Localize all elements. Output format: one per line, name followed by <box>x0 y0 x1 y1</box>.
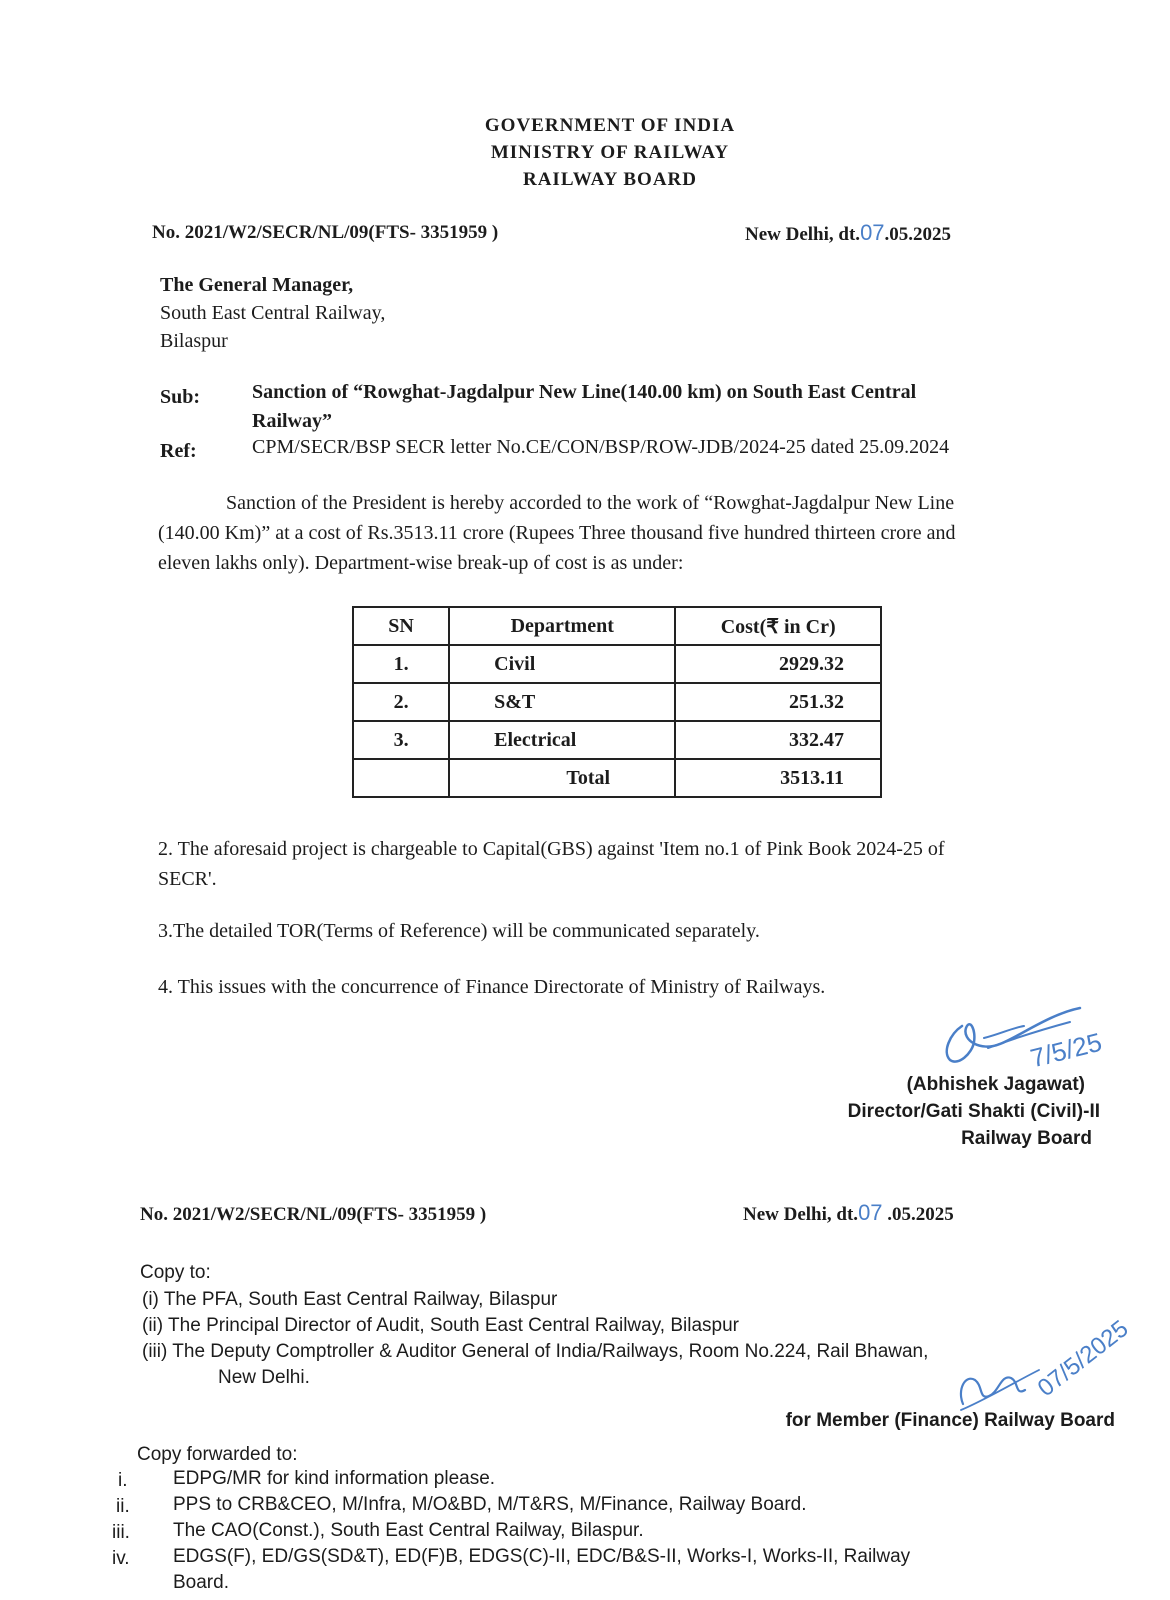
date-handwritten-day: 07 <box>860 220 885 245</box>
header-line-3: RAILWAY BOARD <box>522 169 698 190</box>
table-row <box>353 721 881 759</box>
copy-date-prefix: New Delhi, dt. <box>743 1204 859 1225</box>
copy-item-text: The Principal Director of Audit, South East Central Railway, Bilaspur <box>168 1315 740 1336</box>
row-cost: 251.32 <box>675 683 881 721</box>
col-header-cost: Cost(₹ in Cr) <box>675 607 881 645</box>
cost-breakup-table <box>352 606 882 798</box>
row-department: Electrical <box>449 721 675 759</box>
signatory-name: (Abhishek Jagawat) <box>906 1074 1085 1095</box>
date-suffix: .05.2025 <box>884 224 952 245</box>
copy-date-suffix: .05.2025 <box>882 1204 954 1225</box>
copy-item-num: (i) <box>142 1289 159 1310</box>
for-member-finance: for Member (Finance) Railway Board <box>785 1410 1115 1431</box>
row-sn: 3. <box>353 721 449 759</box>
copy-letter-date <box>743 1200 954 1226</box>
copy-item-3-cont: New Delhi. <box>218 1367 310 1388</box>
forwarded-item-num: i. <box>118 1470 128 1491</box>
point-3: 3.The detailed TOR(Terms of Reference) will be communicated separately. <box>158 920 760 942</box>
forwarded-item-text: EDPG/MR for kind information please. <box>173 1468 496 1489</box>
signatory-handwritten-date: 7/5/25 <box>1027 1026 1105 1074</box>
addressee-title: The General Manager, <box>160 274 354 296</box>
initials-handwritten-date: 07/5/2025 <box>1032 1315 1134 1403</box>
signatory-office: Railway Board <box>961 1128 1092 1149</box>
reference-label: Ref: <box>160 440 197 462</box>
date-prefix: New Delhi, dt. <box>745 224 861 245</box>
body-para-line-3: eleven lakhs only). Department-wise break-up of cost is as under: <box>158 552 684 574</box>
header-line-2: MINISTRY OF RAILWAY <box>490 142 730 163</box>
copy-item-text: The Deputy Comptroller & Auditor General of India/Railways, Room No.224, Rail Bhawan, <box>172 1341 929 1362</box>
forwarded-item-num: iii. <box>112 1522 130 1543</box>
row-cost: 332.47 <box>675 721 881 759</box>
copy-date-handwritten-day: 07 <box>858 1200 883 1225</box>
copy-item-text: The PFA, South East Central Railway, Bilaspur <box>163 1289 558 1310</box>
copy-item-num: (ii) <box>142 1315 164 1336</box>
total-label: Total <box>449 759 675 797</box>
table-total-row <box>353 759 881 797</box>
body-para-line-2: (140.00 Km)” at a cost of Rs.3513.11 crore (Rupees Three thousand five hundred thirteen crore and <box>158 522 956 544</box>
copy-to-label: Copy to: <box>140 1262 211 1283</box>
row-cost: 2929.32 <box>675 645 881 683</box>
copy-item-3 <box>142 1341 928 1363</box>
row-department: S&T <box>449 683 675 721</box>
row-sn: 2. <box>353 683 449 721</box>
copy-item-num: (iii) <box>142 1341 168 1362</box>
header-line-1: GOVERNMENT OF INDIA <box>484 115 736 136</box>
point-4: 4. This issues with the concurrence of Finance Directorate of Ministry of Railways. <box>158 976 826 998</box>
table-header-row <box>353 607 881 645</box>
subject-label: Sub: <box>160 386 201 408</box>
col-header-sn: SN <box>353 607 449 645</box>
forwarded-item-text: PPS to CRB&CEO, M/Infra, M/O&BD, M/T&RS, M/Finance, Railway Board. <box>173 1494 807 1515</box>
signatory-designation: Director/Gati Shakti (Civil)-II <box>847 1101 1100 1122</box>
table-row <box>353 645 881 683</box>
forwarded-item-num: iv. <box>112 1548 130 1569</box>
copy-forwarded-label: Copy forwarded to: <box>137 1444 298 1465</box>
letter-date <box>745 220 951 246</box>
col-header-department: Department <box>449 607 675 645</box>
forwarded-item-cont: Board. <box>173 1572 229 1593</box>
reference-text: CPM/SECR/BSP SECR letter No.CE/CON/BSP/ROW-JDB/2024-25 dated 25.09.2024 <box>252 436 950 458</box>
forwarded-item-num: ii. <box>116 1496 130 1517</box>
total-value: 3513.11 <box>675 759 881 797</box>
point-2-line-1: 2. The aforesaid project is chargeable to Capital(GBS) against 'Item no.1 of Pink Book 2024-25 of <box>158 838 945 860</box>
copy-item-1 <box>142 1289 557 1311</box>
copy-letter-number: No. 2021/W2/SECR/NL/09(FTS- 3351959 ) <box>140 1204 487 1225</box>
copy-item-2 <box>142 1315 739 1337</box>
forwarded-item-text: The CAO(Const.), South East Central Railway, Bilaspur. <box>173 1520 644 1541</box>
letter-number: No. 2021/W2/SECR/NL/09(FTS- 3351959 ) <box>152 222 499 243</box>
table-row <box>353 683 881 721</box>
subject-text-1: Sanction of “Rowghat-Jagdalpur New Line(140.00 km) on South East Central <box>252 381 917 403</box>
body-para-line-1: Sanction of the President is hereby accorded to the work of “Rowghat-Jagdalpur New Line <box>226 492 955 514</box>
row-department: Civil <box>449 645 675 683</box>
subject-text-2: Railway” <box>252 410 332 432</box>
row-sn: 1. <box>353 645 449 683</box>
addressee-city: Bilaspur <box>160 330 228 352</box>
forwarded-item-text: EDGS(F), ED/GS(SD&T), ED(F)B, EDGS(C)-II, EDC/B&S-II, Works-I, Works-II, Railway <box>173 1546 911 1567</box>
addressee-org: South East Central Railway, <box>160 302 386 324</box>
point-2-line-2: SECR'. <box>158 868 217 890</box>
total-sn-empty <box>353 759 449 797</box>
